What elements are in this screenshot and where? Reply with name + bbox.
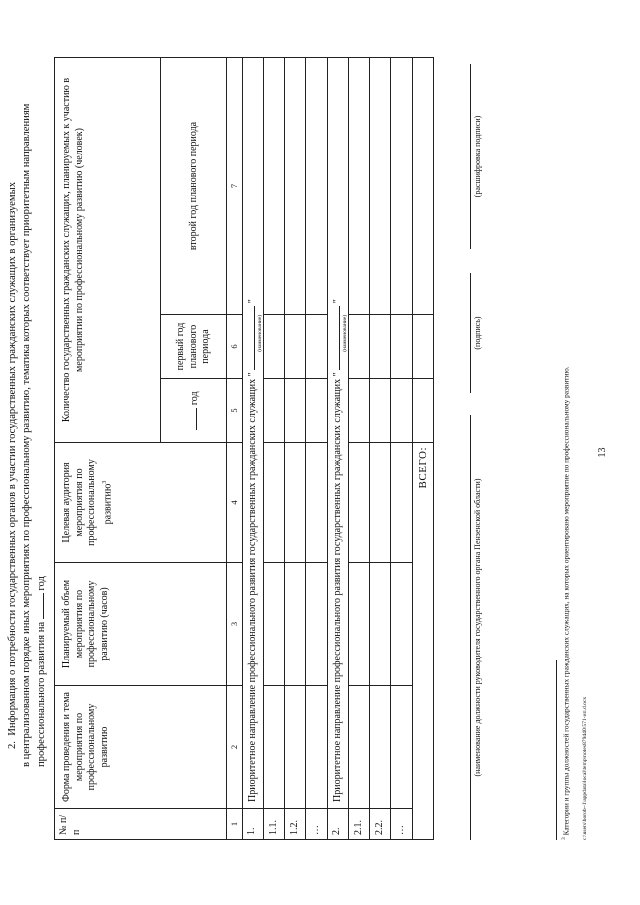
header-num: № п/п bbox=[55, 809, 227, 840]
year-blank-header bbox=[187, 408, 197, 430]
signature-line bbox=[470, 273, 471, 393]
total-label: ВСЕГО: bbox=[412, 443, 433, 840]
table-row: 2.1. bbox=[348, 57, 369, 839]
col-number: 7 bbox=[227, 57, 242, 314]
year-blank bbox=[34, 593, 44, 619]
decoding-caption: (расшифровка подписи) bbox=[473, 115, 482, 198]
section-num: 1. bbox=[242, 809, 263, 840]
header-form: Форма проведения и тема мероприятия по профессиональному развитию bbox=[55, 686, 227, 809]
col-number: 2 bbox=[227, 686, 242, 809]
intro-number: 2. bbox=[7, 741, 18, 749]
col-number: 3 bbox=[227, 563, 242, 686]
footnote: $^3$ Категории и группы должностей государственных гражданских служащих, на которых ориентировано мероприятие по профессиональному развитию. bbox=[561, 366, 571, 840]
table-row: 1.2. bbox=[285, 57, 306, 839]
footnote-mark: 3 bbox=[561, 837, 567, 840]
page-number: 13 bbox=[597, 447, 608, 458]
col-number: 1 bbox=[227, 809, 242, 840]
events-table bbox=[54, 57, 434, 840]
table-row: … bbox=[391, 57, 412, 839]
file-path: c:\users\borob~1\appdata\local\temp\notes879440\571-ип.d.ocx bbox=[582, 696, 588, 840]
signature-caption: (подпись) bbox=[473, 316, 482, 350]
column-numbers-row bbox=[227, 57, 242, 839]
header-quantity: Количество государственных гражданских служащих, планируемых к участию в мероприятии по профессиональному развитию (человек) bbox=[55, 57, 161, 442]
section-title: Приоритетное направление профессионального развития государственных гражданских служащих " (наименование) " bbox=[327, 57, 348, 808]
header-row-1 bbox=[55, 57, 161, 839]
header-first-year: первый год планового периода bbox=[161, 315, 227, 379]
footnote-ref: 3 bbox=[101, 480, 108, 484]
table-row: … bbox=[306, 57, 327, 839]
intro-line-1: 2. Информация о потребности государственных органов в участии государственных гражданских служащих в организуемых bbox=[7, 181, 18, 749]
position-caption: (наименование должности руководителя государственного органа Пензенской области) bbox=[473, 478, 482, 777]
section-title: Приоритетное направление профессионального развития государственных гражданских служащих " (наименование) " bbox=[242, 57, 263, 808]
col-number: 5 bbox=[227, 379, 242, 443]
name-blank: (наименование) bbox=[330, 306, 345, 370]
section-num: 2. bbox=[327, 809, 348, 840]
table-row: 2.2. bbox=[370, 57, 391, 839]
intro-line-3: профессионального развития на год bbox=[36, 576, 48, 767]
name-blank: (наименование) bbox=[245, 306, 260, 370]
footnote-separator bbox=[556, 660, 557, 840]
header-year: год bbox=[161, 379, 227, 443]
header-second-year: второй год планового периода bbox=[161, 57, 227, 314]
header-audience: Целевая аудитория мероприятия по профессиональному развитию$^3$ bbox=[55, 443, 227, 563]
section-row bbox=[327, 57, 348, 839]
intro-line-2: в централизованном порядке иных мероприятиях по профессиональному развитию, тематика которых соответствует приоритетным направлениям bbox=[21, 103, 33, 767]
section-row bbox=[242, 57, 263, 839]
table-row: 1.1. bbox=[263, 57, 284, 839]
decoding-line bbox=[470, 64, 471, 249]
total-row bbox=[412, 57, 433, 839]
intro-paragraph bbox=[6, 62, 50, 767]
header-volume: Планируемый объем мероприятия по профессиональному развитию (часов) bbox=[55, 563, 227, 686]
col-number: 6 bbox=[227, 315, 242, 379]
col-number: 4 bbox=[227, 443, 242, 563]
position-line bbox=[470, 415, 471, 840]
